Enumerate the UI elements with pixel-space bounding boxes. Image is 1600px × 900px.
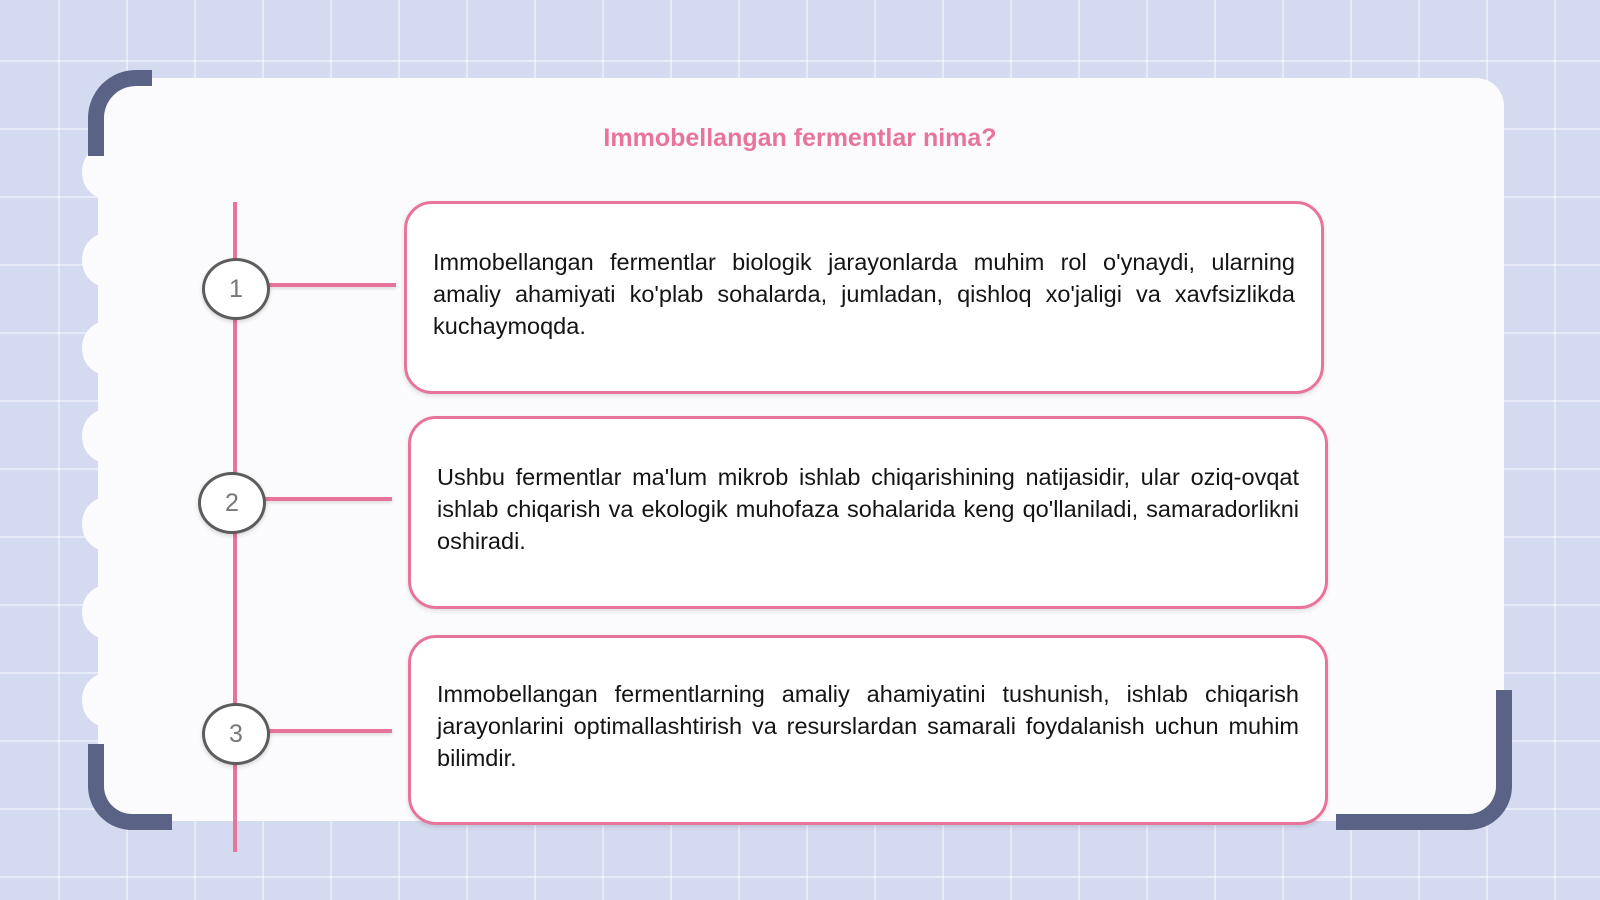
info-box xyxy=(404,201,1324,394)
slide-title: Immobellangan fermentlar nima? xyxy=(603,124,997,152)
step-number-badge: 2 xyxy=(198,472,266,534)
card-scallop xyxy=(82,586,126,638)
info-text: Immobellangan fermentlarning amaliy ahamiyatini tushunish, ishlab chiqarish jarayonlarini optimallashtirish va resurslardan samarali foydalanish uchun muhim bilimdir. xyxy=(437,681,1299,771)
info-text: Immobellangan fermentlar biologik jarayonlarda muhim rol o'ynaydi, ularning amaliy ahamiyati ko'plab sohalarda, jumladan, qishloq xo'jaligi va xavfsizlikda kuchaymoqda. xyxy=(433,248,1295,339)
timeline-connector xyxy=(266,729,392,733)
card-scallop xyxy=(82,674,126,726)
step-number-badge: 1 xyxy=(202,258,270,320)
info-box xyxy=(408,416,1328,609)
corner-bracket-bottom-right xyxy=(1336,690,1512,830)
card-scallop xyxy=(82,322,126,374)
card-scallop xyxy=(82,234,126,286)
step-number-badge: 3 xyxy=(202,703,270,765)
card-scallop xyxy=(82,498,126,550)
card-scallop xyxy=(82,410,126,462)
corner-bracket-bottom-left xyxy=(88,744,172,830)
info-text: Ushbu fermentlar ma'lum mikrob ishlab chiqarishining natijasidir, ular oziq-ovqat ishlab chiqarish va ekologik muhofaza sohalarida keng qo'llaniladi, samaradorlikni oshiradi. xyxy=(437,463,1299,554)
info-box xyxy=(408,635,1328,825)
timeline-connector xyxy=(266,283,396,287)
timeline-connector xyxy=(262,497,392,501)
